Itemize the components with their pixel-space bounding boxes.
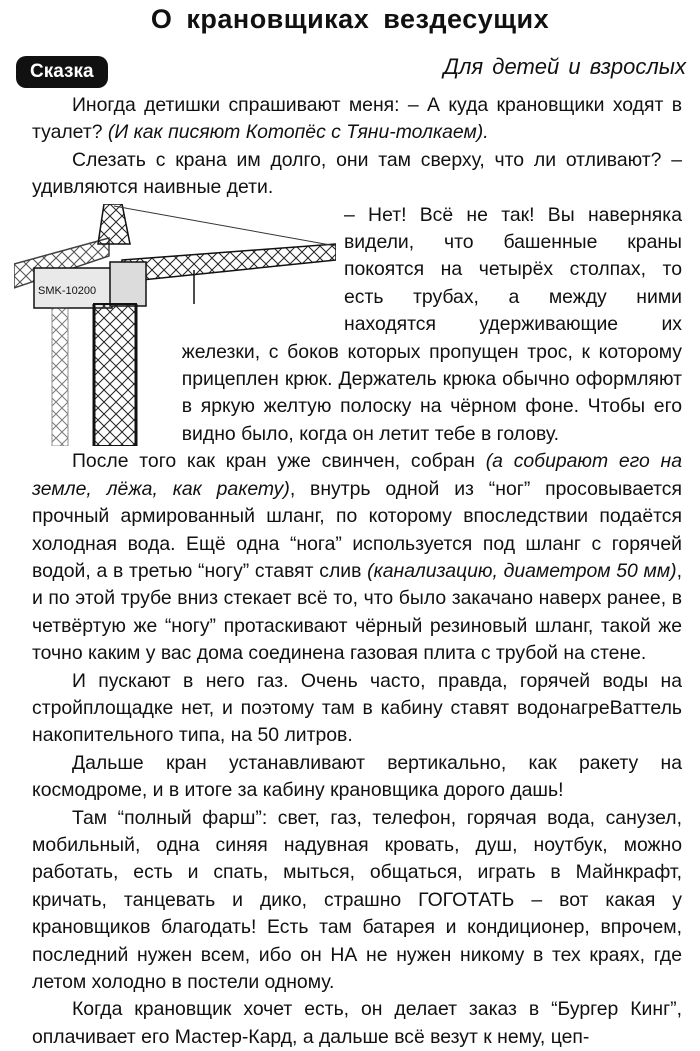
paragraph-1: Иногда детишки спрашивают меня: – А куда крановщики ходят в туалет? (И как писяют Котопёс с Тяни-толкаем).	[32, 94, 682, 144]
genre-badge: Сказка	[16, 56, 108, 88]
article-title: О крановщиках вездесущих	[150, 4, 550, 34]
article-body: Иногда детишки спрашивают меня: – А куда крановщики ходят в туалет? (И как писяют Котопёс с Тяни-толкаем). Слезать с крана им долго, они там сверху, что ли отливают? – удивляются наивные дети. SMK-10200 – Нет! Всё не так! Вы наверняка видели, что башенные краны покоятся на четырёх столпах, то есть трубах, а между ними находятся удерживающие их железки, с боков которых пропущен трос, к которому прицеплен крюк. Держатель крюка обычно оформляют в яркую желтую полоску на чёрном фоне. Чтобы его видно было, когда он летит тебе в голову. После того как кран уже свинчен, собран (а собирают его на земле, лёжа, как ракету), внутрь одной из “ног” просовывается прочный армированный шланг, по которому впоследствии подаётся холодная вода. Ещё одна “нога” используется под шланг с горячей водой, а в третью “ногу” ставят слив (канализацию, диаметром 50 мм), и по этой трубе вниз стекает всё то, что было закачано наверх ранее, в четвёртую же “ногу” протаскивают чёрный резиновый шланг, такой же точно каким у вас дома соединена газовая плита с трубой на стене. И пускают в него газ. Очень часто, правда, горячей воды на стройплощадке нет, и поэтому там в кабину ставят водонагреВаттель накопительного типа, на 50 литров. Дальше кран устанавливают вертикально, как ракету на космодроме, и в итоге за кабину крановщика дорого дашь! Там “полный фарш”: свет, газ, телефон, горячая вода, санузел, мобильный, одна синяя надувная кровать, душ, ноутбук, можно работать, есть и спать, мыться, общаться, играть в Майнкрафт, кричать, танцевать и дико, страшно ГОГОТАТЬ – вот какая у крановщиков благодать! Есть там батарея и кондиционер, впрочем, последний нужен всем, ибо он НА не нужен никому в тех краях, где летом холодно в постели одному. Когда крановщик хочет есть, он делает заказ в “Бургер Кинг”, оплачивает его Мастер-Кард, а дальше всё везут к нему, цеп-	[32, 92, 682, 1051]
paragraph-7: Там “полный фарш”: свет, газ, телефон, горячая вода, санузел, мобильный, одна синяя надувная кровать, душ, ноутбук, можно работать, есть и спать, мыться, общаться, играть в Майнкрафт, кричать, танцевать и дико, страшно ГОГОТАТЬ – вот какая у крановщиков благодать! Есть там батарея и кондиционер, впрочем, последний нужен всем, ибо он НА не нужен никому в тех краях, где летом холодно в постели одному.	[32, 806, 682, 993]
paragraph-6: Дальше кран устанавливают вертикально, как ракету на космодроме, и в итоге за кабину крановщика дорого дашь!	[32, 751, 682, 802]
paragraph-2: Слезать с крана им долго, они там сверху, что ли отливают? – удивляются наивные дети.	[32, 148, 682, 199]
paragraph-5: И пускают в него газ. Очень часто, правда, горячей воды на стройплощадке нет, и поэтому там в кабину ставят водонагреВаттель накопительного типа, на 50 литров.	[32, 669, 682, 747]
paragraph-8: Когда крановщик хочет есть, он делает заказ в “Бургер Кинг”, оплачивает его Мастер-Кард, а дальше всё везут к нему, цеп-	[32, 998, 682, 1048]
audience-subtitle: Для детей и взрослых	[443, 54, 686, 79]
crane-model-label: SMK-10200	[38, 284, 97, 297]
paragraph-4: После того как кран уже свинчен, собран (а собирают его на земле, лёжа, как ракету), внутрь одной из “ног” просовывается прочный армированный шланг, по которому впоследствии подаётся холодная вода. Ещё одна “нога” используется под шланг с горячей водой, а в третью “ногу” ставят слив (канализацию, диаметром 50 мм), и по этой трубе вниз стекает всё то, что было закачано наверх ранее, в четвёртую же “ногу” протаскивают чёрный резиновый шланг, такой же точно каким у вас дома соединена газовая плита с трубой на стене.	[32, 450, 682, 665]
